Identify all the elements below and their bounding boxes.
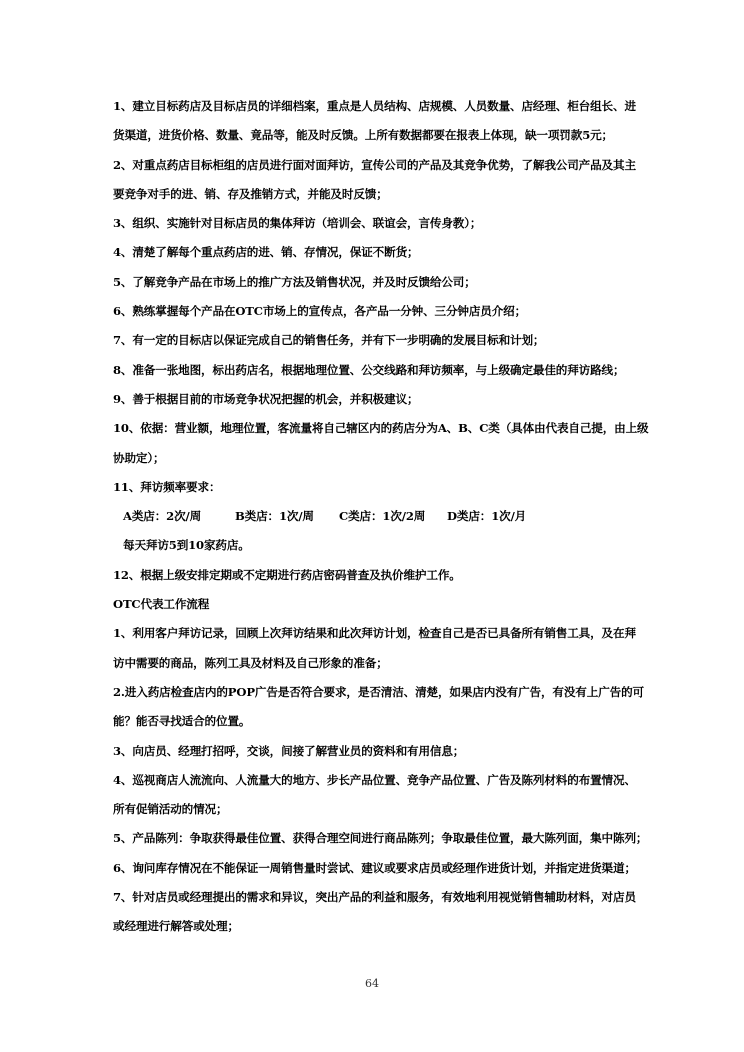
text-line: 3、组织、实施针对目标店员的集体拜访（培训会、联谊会，言传身教）； bbox=[113, 216, 482, 231]
flow-line: 6、询问库存情况在不能保证一周销售量时尝试、建议或要求店员或经理作进货计划，并指定进货渠道； bbox=[113, 860, 636, 875]
section-title: OTC代表工作流程 bbox=[113, 597, 210, 612]
document-body bbox=[113, 92, 649, 942]
text-line: 货渠道，进货价格、数量、竟品等，能及时反馈。上所有数据都要在报表上体现，缺一项罚款5元； bbox=[113, 128, 614, 143]
text-line: 7、有一定的目标店以保证完成自己的销售任务，并有下一步明确的发展目标和计划； bbox=[113, 333, 545, 348]
text-line: 协助定）； bbox=[113, 450, 165, 465]
daily-visit-text: 每天拜访5到10家药店。 bbox=[123, 538, 250, 553]
text-line: 12、根据上级安排定期或不定期进行药店密码普查及执价维护工作。 bbox=[113, 567, 461, 582]
text-line: 6、熟练掌握每个产品在OTC市场上的宣传点，各产品一分钟、三分钟店员介绍； bbox=[113, 304, 527, 319]
text-line: 5、了解竞争产品在市场上的推广方法及销售状况，并及时反馈给公司； bbox=[113, 274, 476, 289]
flow-line: 能？能否寻找适合的位置。 bbox=[113, 714, 251, 729]
text-line: 2、对重点药店目标柜组的店员进行面对面拜访，宣传公司的产品及其竞争优势，了解我公司产品及其主 bbox=[113, 157, 636, 172]
page-number: 64 bbox=[365, 977, 379, 990]
text-line: 1、建立目标药店及目标店员的详细档案，重点是人员结构、店规模、人员数量、店经理、柜台组长、进 bbox=[113, 99, 636, 113]
text-line: 9、善于根据目前的市场竞争状况把握的机会，并积极建议； bbox=[113, 391, 419, 406]
flow-line: 7、针对店员或经理提出的需求和异议，突出产品的利益和服务，有效地利用视觉销售辅助材料，对店员 bbox=[113, 890, 636, 905]
text-line: 8、准备一张地图，标出药店名，根据地理位置、公交线路和拜访频率，与上级确定最佳的拜访路线； bbox=[113, 362, 625, 377]
text-line: 要竞争对手的进、销、存及推销方式，并能及时反馈； bbox=[113, 186, 388, 201]
schedule-d: D类店：1次/月 bbox=[447, 509, 527, 524]
flow-line: 5、产品陈列：争取获得最佳位置、获得合理空间进行商品陈列；争取最佳位置，最大陈列面，集中陈列； bbox=[113, 831, 648, 846]
text-line: 4、清楚了解每个重点药店的进、销、存情况，保证不断货； bbox=[113, 245, 419, 260]
visit-frequency-schedule bbox=[113, 502, 633, 531]
schedule-c: C类店：1次/2周 bbox=[339, 509, 426, 524]
flow-line: 1、利用客户拜访记录，回顾上次拜访结果和此次拜访计划，检查自己是否已具备所有销售工具，及在拜 bbox=[113, 626, 636, 641]
flow-line: 访中需要的商品，陈列工具及材料及自己形象的准备； bbox=[113, 655, 388, 670]
flow-line: 2.进入药店检查店内的POP广告是否符合要求，是否清洁、清楚，如果店内没有广告，有没有上广告的可 bbox=[113, 684, 644, 699]
text-line: 10、依据：营业额，地理位置，客流量将自己辖区内的药店分为A、B、C类（具体由代表自己提，由上级 bbox=[113, 421, 649, 436]
flow-line: 3、向店员、经理打招呼，交谈，间接了解营业员的资料和有用信息； bbox=[113, 743, 465, 758]
flow-line: 4、巡视商店人流流向、人流量大的地方、步长产品位置、竞争产品位置、广告及陈列材料的布置情况、 bbox=[113, 772, 636, 787]
schedule-a: A类店：2次/周 bbox=[123, 509, 202, 524]
flow-line: 或经理进行解答或处理； bbox=[113, 919, 239, 934]
flow-line: 所有促销活动的情况； bbox=[113, 802, 228, 817]
text-line: 11、拜访频率要求： bbox=[113, 479, 221, 494]
schedule-b: B类店：1次/周 bbox=[235, 509, 314, 524]
